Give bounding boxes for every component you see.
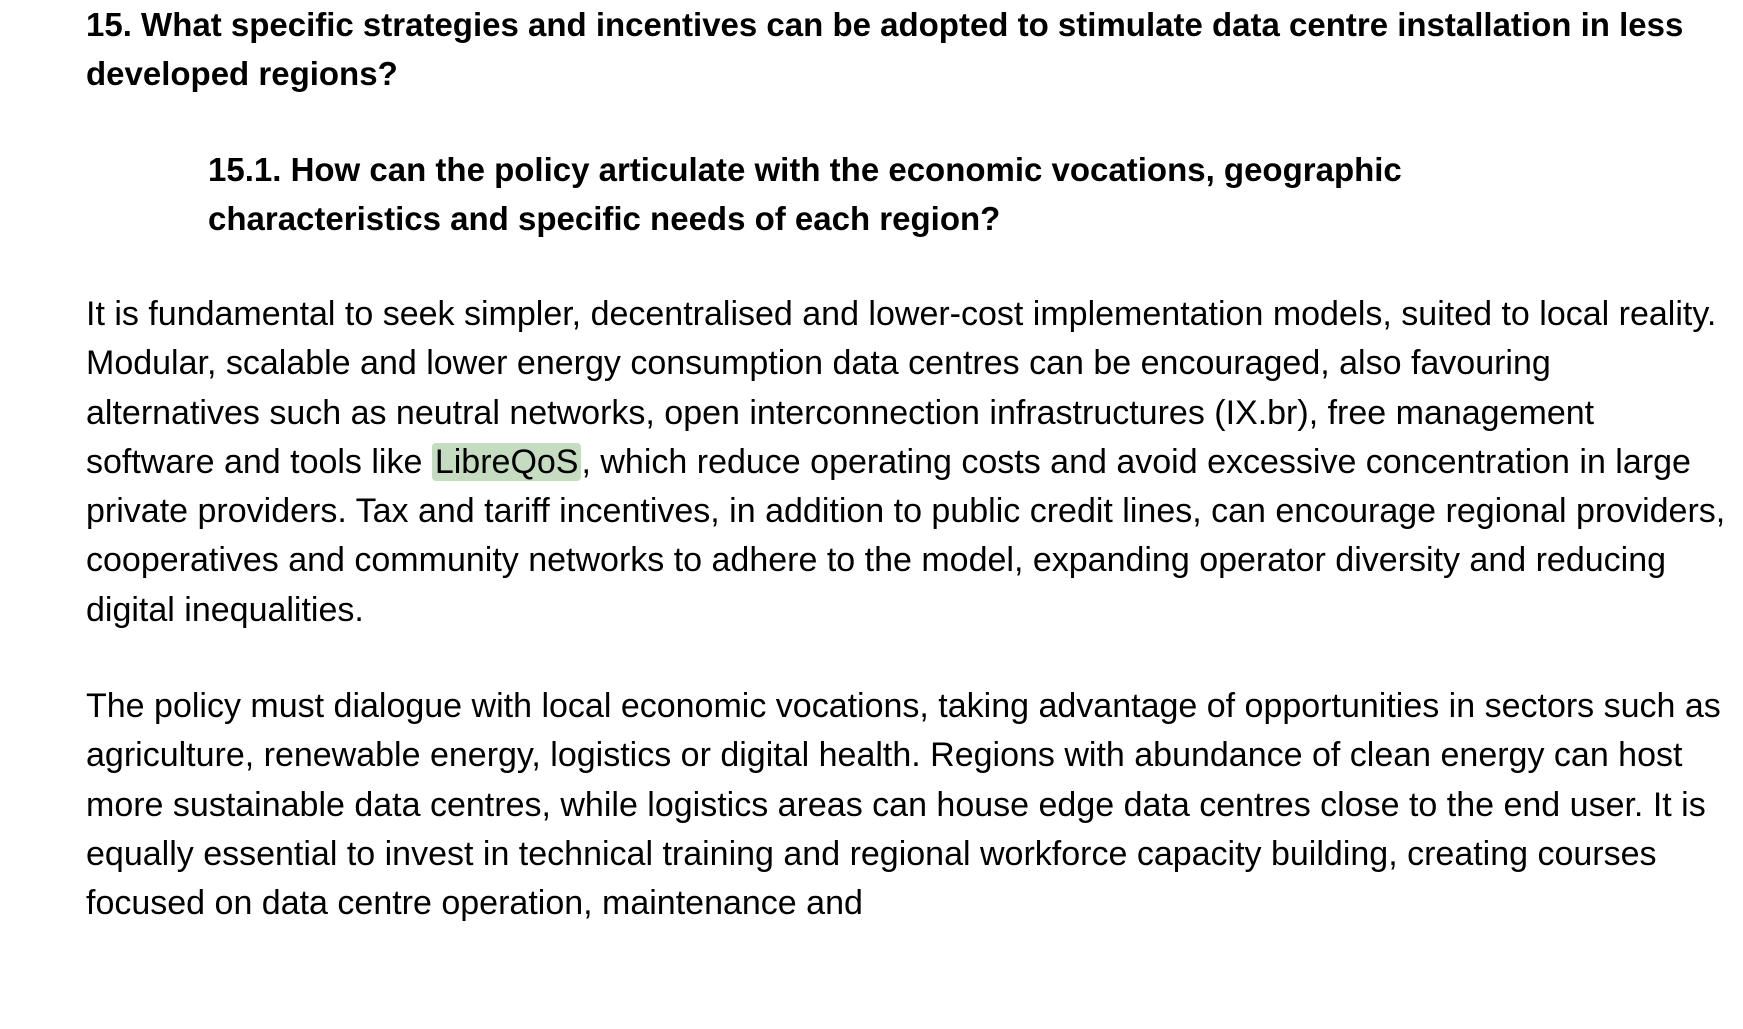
paragraph-1-text-before: It is fundamental to seek simpler, decentralised and lower-cost implementation models, suited to local reality. Modular, scalable and lower energy consumption data centres can be encouraged, also favouring alternatives such as neutral networks, open interconnection infrastructures (IX.br), free management software and tools like xyxy=(86,295,1717,481)
highlighted-term[interactable]: LibreQoS xyxy=(432,443,582,481)
subquestion-heading: 15.1. How can the policy articulate with the economic vocations, geographic characteristics and specific needs of each region? xyxy=(208,151,1402,237)
paragraph-1 xyxy=(86,290,1726,635)
paragraph-2: The policy must dialogue with local economic vocations, taking advantage of opportunities in sectors such as agriculture, renewable energy, logistics or digital health. Regions with abundance of clean energy can host more sustainable data centres, while logistics areas can house edge data centres close to the end user. It is equally essential to invest in technical training and regional workforce capacity building, creating courses focused on data centre operation, maintenance and xyxy=(86,687,1721,923)
paragraph-1-text-after: , which reduce operating costs and avoid excessive concentration in large private providers. Tax and tariff incentives, in addition to public credit lines, can encourage regional providers, cooperatives and community networks to adhere to the model, expanding operator diversity and reducing digital inequalities. xyxy=(86,442,1726,629)
question-heading: 15. What specific strategies and incentives can be adopted to stimulate data centre installation in less developed regions? xyxy=(86,6,1684,92)
document-page xyxy=(86,0,1726,929)
